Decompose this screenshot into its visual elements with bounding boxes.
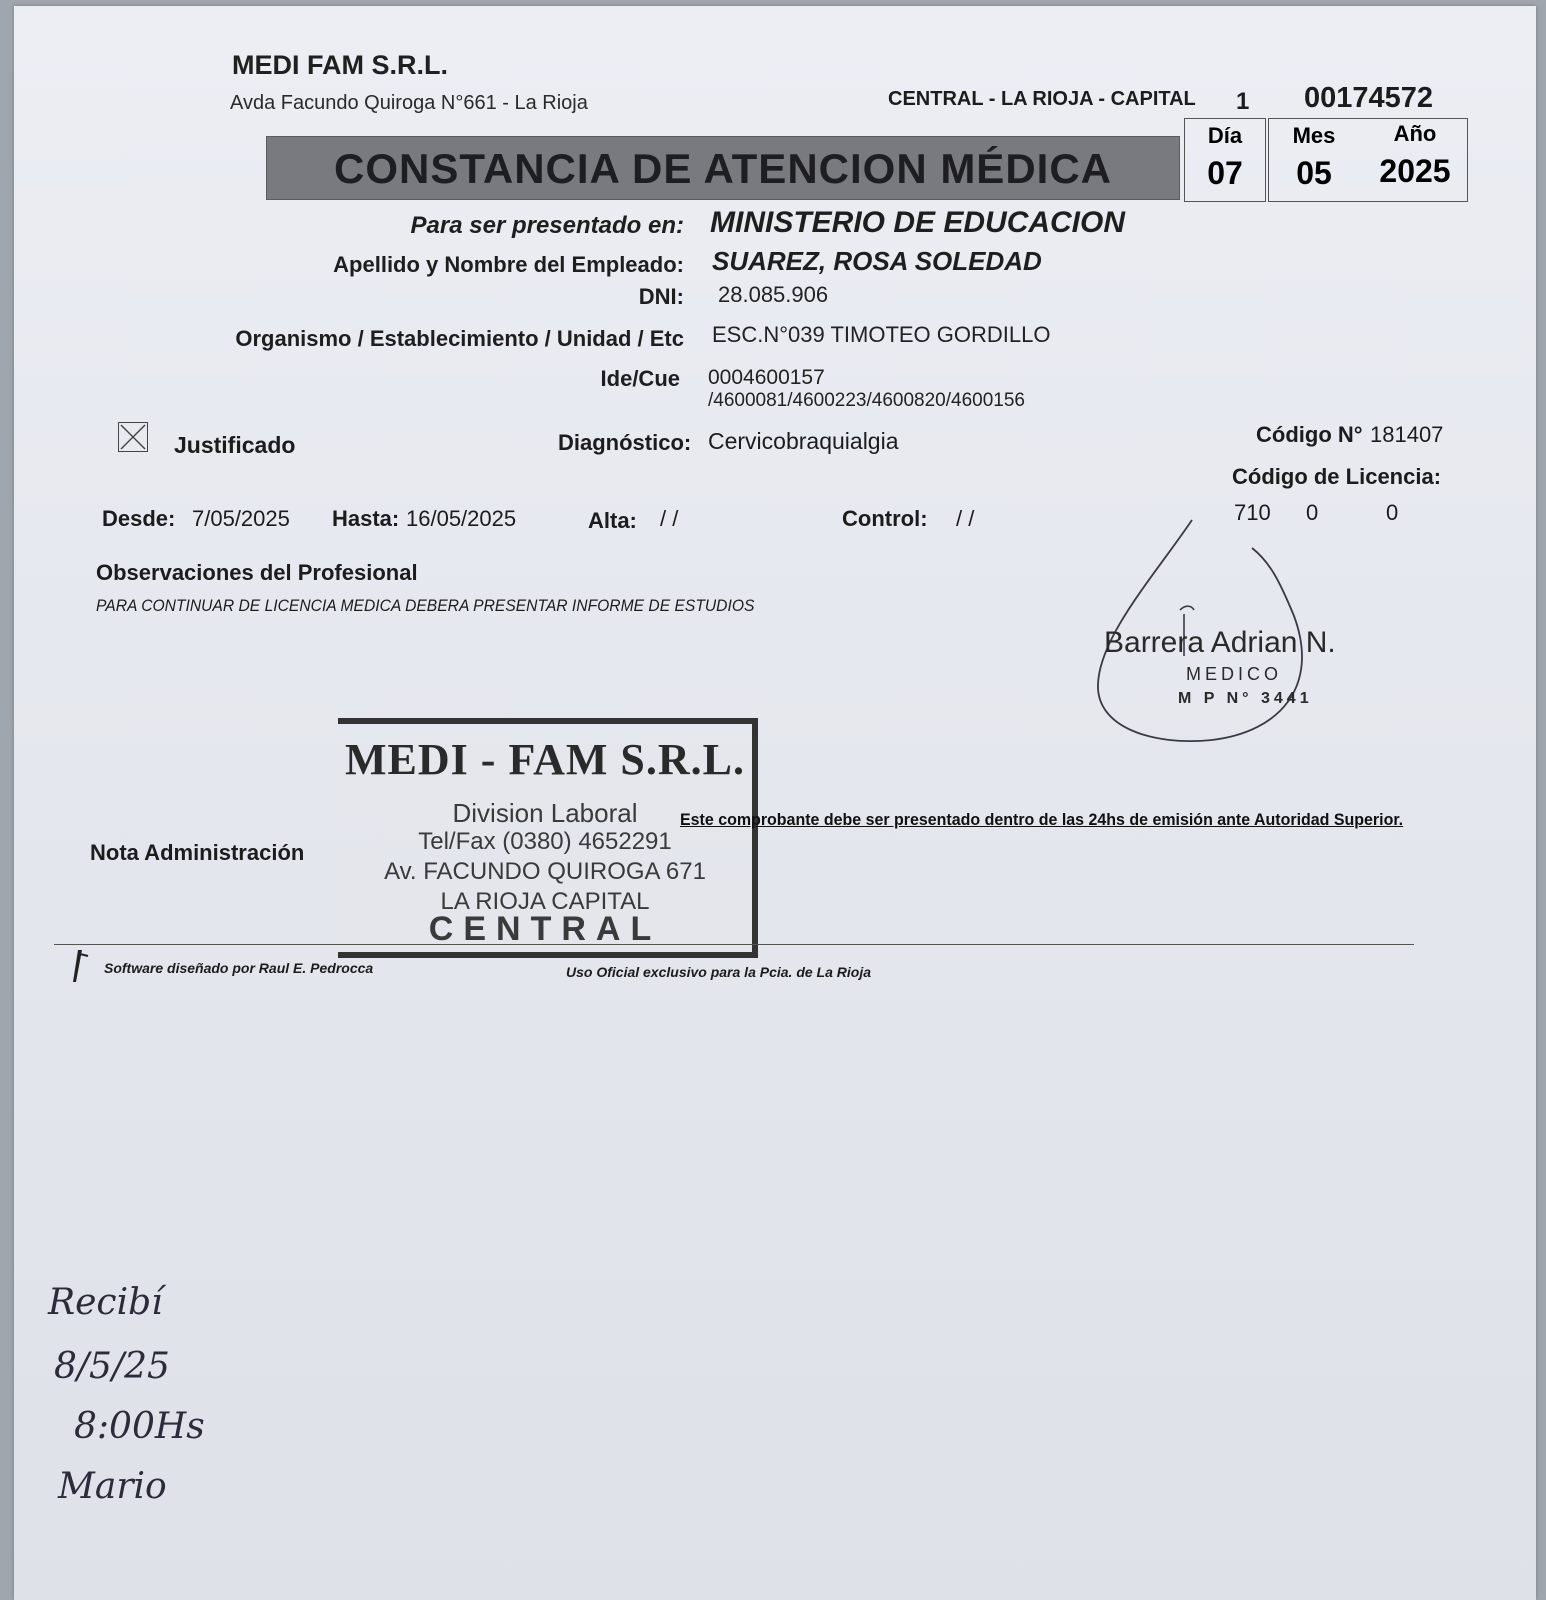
serie-number: 1 bbox=[1236, 88, 1250, 115]
stamp-line-4: Av. FACUNDO QUIROGA 671 bbox=[384, 858, 706, 885]
document-paper bbox=[14, 6, 1536, 1600]
desde-value: 7/05/2025 bbox=[192, 506, 290, 531]
licencia-label: Código de Licencia: bbox=[1232, 464, 1442, 489]
stamp-line-5: LA RIOJA CAPITAL bbox=[440, 888, 650, 915]
handwritten-signature: Mario bbox=[58, 1466, 167, 1507]
document-number: 00174572 bbox=[1304, 82, 1434, 114]
branch-label: CENTRAL - LA RIOJA - CAPITAL bbox=[888, 88, 1196, 110]
idecue-value-1: 0004600157 bbox=[708, 366, 825, 389]
date-year-value: 2025 bbox=[1379, 153, 1451, 189]
stamp-line-6: CENTRAL bbox=[428, 910, 662, 948]
software-logo-icon bbox=[70, 948, 90, 984]
handwritten-recibi: Recibí bbox=[48, 1282, 163, 1323]
company-address: Avda Facundo Quiroga N°661 - La Rioja bbox=[230, 92, 588, 114]
justificado-label: Justificado bbox=[174, 432, 296, 458]
doctor-name: Barrera Adrian N. bbox=[1104, 626, 1336, 659]
observaciones-label: Observaciones del Profesional bbox=[96, 560, 418, 585]
company-name: MEDI FAM S.R.L. bbox=[232, 50, 448, 80]
nota-label: Nota Administración bbox=[90, 840, 305, 865]
hasta-label: Hasta: bbox=[332, 506, 400, 531]
justificado-checkbox[interactable] bbox=[118, 422, 148, 452]
doctor-matricula: M P N° 3441 bbox=[1178, 690, 1313, 707]
title-bar bbox=[266, 136, 1180, 200]
dni-value: 28.085.906 bbox=[718, 282, 829, 307]
idecue-label: Ide/Cue bbox=[600, 366, 680, 391]
handwritten-time: 8:00Hs bbox=[74, 1406, 205, 1447]
date-month-value: 05 bbox=[1296, 155, 1332, 191]
alta-value: / / bbox=[660, 506, 679, 531]
idecue-value-2: /4600081/4600223/4600820/4600156 bbox=[708, 390, 1025, 411]
empleado-value: SUAREZ, ROSA SOLEDAD bbox=[712, 246, 1042, 276]
footer-software: Software diseñado por Raul E. Pedrocca bbox=[104, 960, 374, 976]
stamp-line-2: Division Laboral bbox=[452, 798, 638, 828]
control-value: / / bbox=[956, 506, 975, 531]
organismo-value: ESC.N°039 TIMOTEO GORDILLO bbox=[712, 322, 1051, 347]
organismo-label: Organismo / Establecimiento / Unidad / Etc bbox=[235, 326, 684, 351]
hasta-value: 16/05/2025 bbox=[406, 506, 517, 531]
check-x-icon bbox=[119, 423, 147, 451]
control-label: Control: bbox=[842, 506, 928, 531]
date-day-box bbox=[1184, 118, 1266, 202]
stamp-line-3: Tel/Fax (0380) 4652291 bbox=[418, 828, 672, 855]
dni-label: DNI: bbox=[638, 284, 684, 309]
desde-label: Desde: bbox=[102, 506, 176, 531]
codigo-label: Código N° bbox=[1256, 422, 1363, 447]
diagnostico-label: Diagnóstico: bbox=[558, 430, 692, 455]
date-day-label: Día bbox=[1207, 123, 1243, 148]
empleado-label: Apellido y Nombre del Empleado: bbox=[333, 252, 684, 277]
observaciones-text: PARA CONTINUAR DE LICENCIA MEDICA DEBERA PRESENTAR INFORME DE ESTUDIOS bbox=[96, 596, 755, 615]
footer-divider bbox=[54, 944, 1414, 945]
licencia-value-2: 0 bbox=[1306, 500, 1319, 525]
company-stamp bbox=[338, 718, 758, 958]
diagnostico-value: Cervicobraquialgia bbox=[708, 428, 899, 454]
doctor-role: MEDICO bbox=[1186, 664, 1282, 684]
stamp-line-1: MEDI - FAM S.R.L. bbox=[345, 735, 745, 784]
date-month-year-box bbox=[1268, 118, 1468, 202]
date-year-label: Año bbox=[1393, 121, 1437, 146]
licencia-value-3: 0 bbox=[1386, 500, 1399, 525]
disclaimer-text: Este comprobante debe ser presentado dentro de las 24hs de emisión ante Autoridad Superior. bbox=[680, 810, 1404, 829]
codigo-value: 181407 bbox=[1370, 422, 1444, 447]
document-title: CONSTANCIA DE ATENCION MÉDICA bbox=[334, 145, 1112, 192]
licencia-value-1: 710 bbox=[1234, 500, 1271, 525]
presentado-value: MINISTERIO DE EDUCACION bbox=[710, 206, 1126, 239]
date-day-value: 07 bbox=[1207, 155, 1243, 191]
alta-label: Alta: bbox=[588, 508, 637, 533]
presentado-label: Para ser presentado en: bbox=[410, 212, 684, 239]
handwritten-date: 8/5/25 bbox=[54, 1346, 170, 1387]
footer-uso-oficial: Uso Oficial exclusivo para la Pcia. de La Rioja bbox=[566, 964, 872, 980]
date-month-label: Mes bbox=[1292, 123, 1336, 148]
